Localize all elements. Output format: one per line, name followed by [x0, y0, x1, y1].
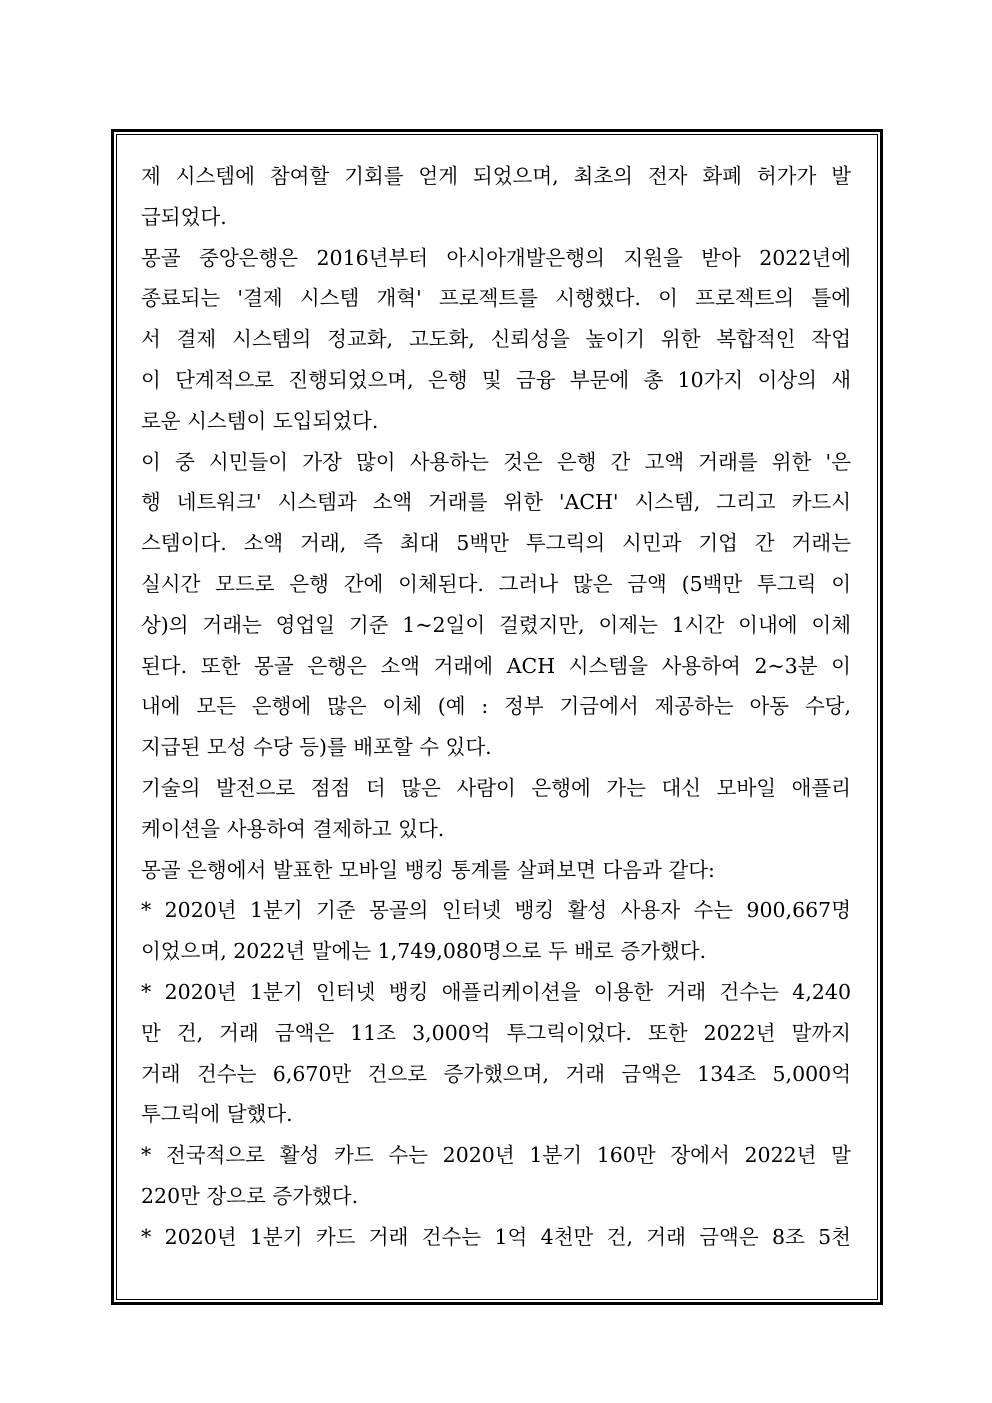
text-line: 종료되는 '결제 시스템 개혁' 프로젝트를 시행했다. 이 프로젝트의 틀에: [141, 286, 851, 311]
text-line: 이 중 시민들이 가장 많이 사용하는 것은 은행 간 고액 거래를 위한 '은: [141, 449, 851, 474]
text-line: 몽골 중앙은행은 2016년부터 아시아개발은행의 지원을 받아 2022년에: [141, 245, 851, 270]
text-line: 몽골 은행에서 발표한 모바일 뱅킹 통계를 살펴보면 다음과 같다:: [141, 857, 715, 882]
text-line: 제 시스템에 참여할 기회를 얻게 되었으며, 최초의 전자 화폐 허가가 발: [141, 164, 851, 188]
text-line: 기술의 발전으로 점점 더 많은 사람이 은행에 가는 대신 모바일 애플리: [141, 775, 851, 800]
text-line: 케이션을 사용하여 결제하고 있다.: [141, 816, 445, 841]
text-line: * 2020년 1분기 기준 몽골의 인터넷 뱅킹 활성 사용자 수는 900,667명: [141, 898, 851, 923]
text-line: 지급된 모성 수당 등)를 배포할 수 있다.: [141, 735, 492, 760]
text-line: 스템이다. 소액 거래, 즉 최대 5백만 투그릭의 시민과 기업 간 거래는: [141, 531, 851, 556]
text-line: 220만 장으로 증가했다.: [141, 1183, 359, 1208]
text-line: 이 단계적으로 진행되었으며, 은행 및 금융 부문에 총 10가지 이상의 새: [141, 367, 851, 392]
text-line: * 2020년 1분기 인터넷 뱅킹 애플리케이션을 이용한 거래 건수는 4,240: [141, 979, 851, 1004]
text-line: 이었으며, 2022년 말에는 1,749,080명으로 두 배로 증가했다.: [141, 939, 707, 964]
text-line: 상)의 거래는 영업일 기준 1~2일이 걸렸지만, 이제는 1시간 이내에 이체: [141, 612, 851, 637]
text-line: 만 건, 거래 금액은 11조 3,000억 투그릭이었다. 또한 2022년 말까지: [141, 1020, 851, 1045]
text-line: * 전국적으로 활성 카드 수는 2020년 1분기 160만 장에서 2022년 말: [141, 1143, 851, 1168]
text-line: 된다. 또한 몽골 은행은 소액 거래에 ACH 시스템을 사용하여 2~3분 이: [141, 653, 851, 678]
text-line: * 2020년 1분기 카드 거래 건수는 1억 4천만 건, 거래 금액은 8조 5천: [141, 1224, 851, 1249]
text-line: 실시간 모드로 은행 간에 이체된다. 그러나 많은 금액 (5백만 투그릭 이: [141, 571, 851, 596]
text-line: 서 결제 시스템의 정교화, 고도화, 신뢰성을 높이기 위한 복합적인 작업: [141, 327, 851, 352]
text-line: 행 네트워크' 시스템과 소액 거래를 위한 'ACH' 시스템, 그리고 카드시: [141, 490, 851, 515]
text-line: 내에 모든 은행에 많은 이체 (예 : 정부 기금에서 제공하는 아동 수당,: [141, 694, 851, 719]
text-line: 급되었다.: [141, 204, 227, 229]
text-line: 거래 건수는 6,670만 건으로 증가했으며, 거래 금액은 134조 5,000억: [141, 1061, 851, 1086]
text-line: 로운 시스템이 도입되었다.: [141, 408, 379, 433]
document-body: [141, 156, 851, 1258]
text-line: 투그릭에 달했다.: [141, 1102, 293, 1127]
